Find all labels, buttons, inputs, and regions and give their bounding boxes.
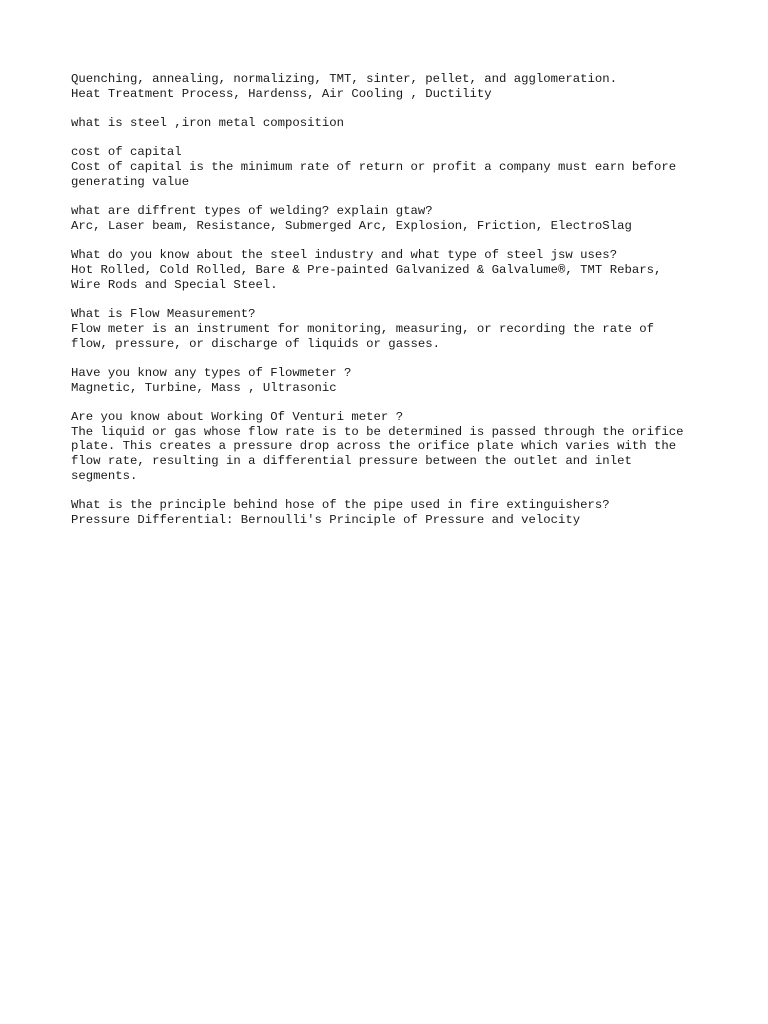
text-line: What is Flow Measurement?	[71, 307, 256, 322]
text-line: Have you know any types of Flowmeter ?	[71, 365, 352, 380]
text-line: What do you know about the steel industry and what type of steel jsw uses?	[71, 248, 618, 263]
text-line: cost of capital	[71, 145, 182, 160]
text-line: plate. This creates a pressure drop across the orifice plate which varies with the	[71, 439, 677, 454]
text-line: Hot Rolled, Cold Rolled, Bare & Pre-painted Galvanized & Galvalume®, TMT Rebars,	[71, 263, 662, 278]
paragraph-fire-extinguisher	[71, 498, 711, 527]
text-line: flow rate, resulting in a differential pressure between the outlet and inlet	[71, 454, 632, 469]
text-line: Quenching, annealing, normalizing, TMT, sinter, pellet, and agglomeration.	[71, 72, 618, 86]
paragraph-venturi-meter	[71, 410, 711, 484]
text-line: What is the principle behind hose of the pipe used in fire extinguishers?	[71, 498, 610, 513]
text-line: Magnetic, Turbine, Mass , Ultrasonic	[71, 380, 337, 395]
text-line: Flow meter is an instrument for monitoring, measuring, or recording the rate of	[71, 321, 654, 336]
paragraph-flow-measurement	[71, 307, 711, 351]
text-line: Arc, Laser beam, Resistance, Submerged Arc, Explosion, Friction, ElectroSlag	[71, 218, 632, 233]
paragraph-welding-types	[71, 204, 711, 233]
text-line: what is steel ,iron metal composition	[71, 116, 345, 131]
paragraph-steel-composition	[71, 116, 711, 131]
paragraph-heat-treatment	[71, 72, 711, 101]
text-line: what are diffrent types of welding? explain gtaw?	[71, 204, 433, 219]
text-line: Wire Rods and Special Steel.	[71, 277, 278, 292]
text-line: The liquid or gas whose flow rate is to be determined is passed through the orifice	[71, 424, 684, 439]
text-line: segments.	[71, 468, 138, 483]
text-line: generating value	[71, 174, 190, 189]
text-line: flow, pressure, or discharge of liquids or gasses.	[71, 336, 440, 351]
paragraph-flowmeter-types	[71, 366, 711, 395]
text-line: Are you know about Working Of Venturi meter ?	[71, 410, 404, 425]
text-line: Pressure Differential: Bernoulli's Principle of Pressure and velocity	[71, 512, 581, 527]
paragraph-steel-industry	[71, 248, 711, 292]
paragraph-cost-of-capital	[71, 145, 711, 189]
text-line: Cost of capital is the minimum rate of return or profit a company must earn before	[71, 160, 677, 175]
text-line: Heat Treatment Process, Hardenss, Air Cooling , Ductility	[71, 86, 492, 101]
document-page	[71, 72, 711, 542]
